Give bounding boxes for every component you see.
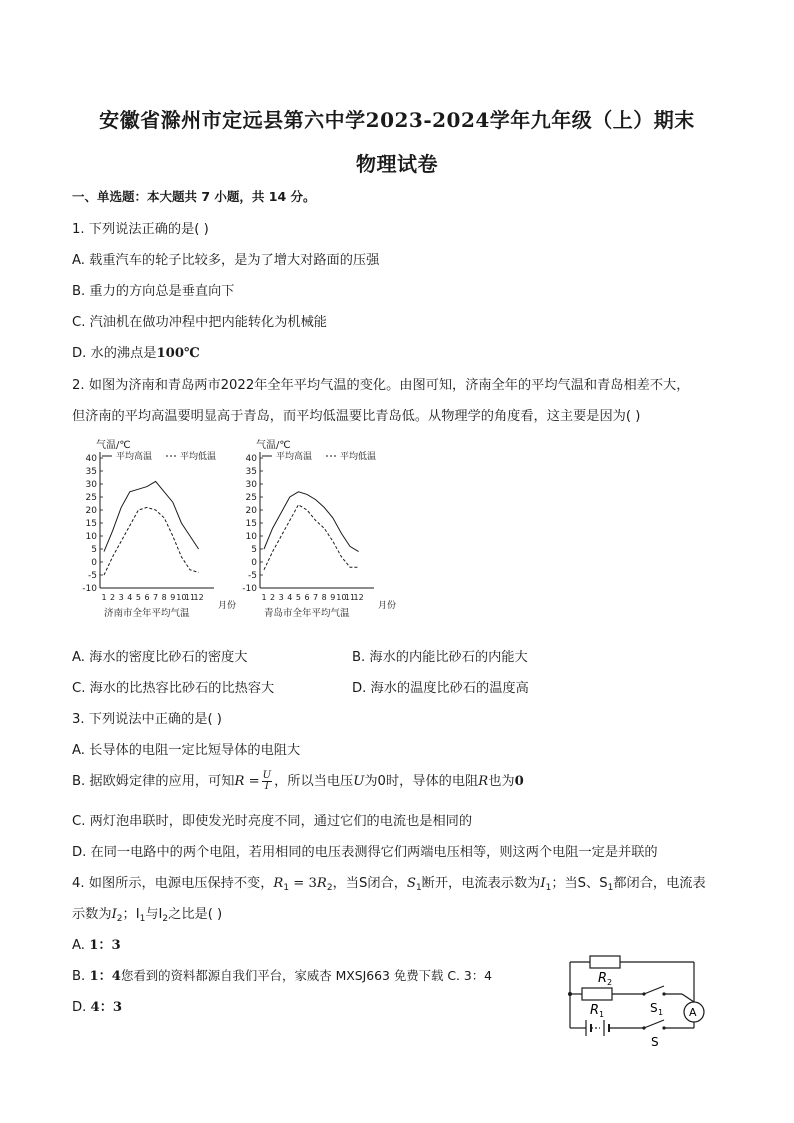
exam-title-line2: 物理试卷	[356, 152, 438, 176]
q3-b-mid2: 为0时，导体的电阻	[364, 774, 479, 789]
legend-label-high: 平均高温	[276, 452, 313, 462]
legend-label-high: 平均高温	[116, 452, 153, 462]
q1-option-d-prefix: D. 水的沸点是	[72, 346, 157, 361]
q4-r2: R	[316, 876, 327, 891]
chart-x-tick-label: 3	[278, 593, 284, 602]
q4-eq: = 3	[289, 876, 317, 891]
chart-x-tick-label: 2	[110, 593, 116, 602]
chart-y-tick-label: -10	[82, 584, 97, 594]
q4-i1: I	[540, 876, 546, 891]
q4-b-prefix: B.	[72, 969, 90, 984]
chart-y-tick-label: 30	[245, 480, 257, 490]
q4-stem-p4: ；当S、S	[551, 876, 608, 891]
jinan-temperature-chart	[82, 439, 236, 619]
q4-b-ad-text: 您看到的资料都源自我们平台，家威杏 MXSJ663 免费下载 C. 3：4	[120, 968, 493, 983]
q4-a-value: 1：3	[89, 938, 121, 953]
chart-x-tick-label: 2	[270, 593, 276, 602]
q4-stem-p5: 都闭合，电流表	[613, 876, 706, 891]
q4-line2-p3: 与I	[145, 907, 163, 922]
q4-s1-sub: 1	[415, 883, 422, 893]
q2-stem-line2: 但济南的平均高温要明显高于青岛，而平均低温要比青岛低。从物理学的角度看，这主要是因为( )	[72, 409, 641, 424]
q4-d-value: 4：3	[90, 1000, 123, 1015]
legend-label-low: 平均低温	[180, 452, 217, 462]
circuit-diagram	[560, 950, 720, 1050]
q3-frac-num: U	[262, 769, 272, 781]
switch-s-pivot	[642, 1026, 645, 1029]
q2-stem-line1: 2. 如图为济南和青岛两市2022年全年平均气温的变化。由图可知，济南全年的平均气温和青岛相差不大，	[72, 378, 690, 393]
chart-x-tick-label: 7	[313, 593, 319, 602]
chart-y-tick-label: 25	[85, 493, 97, 503]
chart-y-tick-label: 10	[85, 532, 97, 542]
q4-b-value: 1：4	[89, 969, 121, 984]
q2-option-d: D. 海水的温度比砂石的温度高	[352, 681, 529, 696]
q3-option-a: A. 长导体的电阻一定比短导体的电阻大	[72, 743, 301, 758]
chart-title: 济南市全年平均气温	[104, 608, 190, 619]
temperature-charts	[70, 436, 400, 632]
label-s1: S	[650, 1001, 658, 1015]
q4-stem-p2: ，当S闭合，	[332, 876, 407, 891]
q4-r1: R	[273, 876, 284, 891]
q4-line2-sub1: 1	[139, 914, 146, 924]
switch-s-blade	[644, 1020, 664, 1028]
series-low-line	[104, 507, 199, 575]
q4-line2-p2: ；I	[122, 907, 140, 922]
chart-x-tick-label: 4	[127, 593, 133, 602]
chart-x-tick-label: 10	[176, 593, 187, 602]
q4-r2-sub: 2	[326, 883, 333, 893]
chart-x-tick-label: 6	[144, 593, 150, 602]
exam-title-line1: 安徽省滁州市定远县第六中学2023-2024学年九年级（上）期末	[99, 108, 695, 132]
label-r1: R	[590, 1003, 600, 1018]
q3-zero: 0	[514, 774, 524, 789]
chart-y-tick-label: 35	[85, 467, 97, 477]
chart-y-tick-label: 15	[85, 519, 97, 529]
chart-y-tick-label: 5	[91, 545, 97, 555]
q4-line2-p4: 之比是( )	[168, 907, 223, 922]
resistor-r1	[582, 988, 612, 1000]
q3-var-r: R	[478, 774, 489, 789]
chart-y-tick-label: 0	[91, 558, 97, 568]
junction-left	[568, 992, 572, 996]
chart-y-tick-label: 40	[85, 454, 97, 464]
label-r2: R	[598, 971, 608, 986]
chart-x-tick-label: 5	[295, 593, 301, 602]
qingdao-temperature-chart	[242, 439, 396, 619]
chart-x-tick-label: 8	[161, 593, 167, 602]
chart-ylabel: 气温/℃	[96, 440, 131, 451]
chart-y-tick-label: -5	[88, 571, 97, 581]
switch-s-contact	[662, 1026, 665, 1029]
q4-i2-sub: 2	[116, 914, 123, 924]
chart-ylabel: 气温/℃	[256, 440, 291, 451]
chart-y-tick-label: -10	[242, 584, 257, 594]
q1-option-d-value: 100℃	[156, 346, 200, 361]
q4-option-d	[72, 996, 122, 1015]
series-high-line	[264, 492, 359, 552]
label-r1-sub: 1	[599, 1010, 605, 1019]
resistor-r2	[590, 956, 620, 968]
switch-s1-blade	[644, 986, 664, 994]
q3-var-u: U	[353, 774, 365, 789]
chart-y-tick-label: 5	[251, 545, 257, 555]
q4-a-prefix: A.	[72, 938, 90, 953]
chart-x-tick-label: 12	[353, 593, 364, 602]
chart-x-tick-label: 4	[287, 593, 293, 602]
q4-stem-p3: 断开，电流表示数为	[421, 876, 541, 891]
q4-i2: I	[111, 907, 117, 922]
section-heading: 一、单选题：本大题共 7 小题，共 14 分。	[72, 189, 316, 204]
chart-xlabel: 月份	[378, 601, 397, 611]
chart-y-tick-label: 20	[85, 506, 97, 516]
series-high-line	[104, 481, 199, 551]
q4-s1: S	[406, 876, 416, 891]
q1-option-a: A. 载重汽车的轮子比较多，是为了增大对路面的压强	[72, 253, 380, 268]
chart-y-tick-label: 25	[245, 493, 257, 503]
q3-option-c: C. 两灯泡串联时，即使发光时亮度不同，通过它们的电流也是相同的	[72, 814, 473, 829]
chart-x-tick-label: 1	[261, 593, 267, 602]
chart-y-tick-label: 10	[245, 532, 257, 542]
chart-x-tick-label: 1	[101, 593, 107, 602]
q2-option-a: A. 海水的密度比砂石的密度大	[72, 650, 248, 665]
q3-stem: 3. 下列说法中正确的是( )	[72, 712, 222, 727]
q4-r1-sub: 1	[283, 883, 290, 893]
label-s: S	[651, 1035, 659, 1049]
chart-y-tick-label: 40	[245, 454, 257, 464]
q3-option-b-prefix: B. 据欧姆定律的应用，可知	[72, 774, 235, 789]
q2-option-b: B. 海水的内能比砂石的内能大	[352, 650, 528, 665]
q4-line2-p1: 示数为	[72, 907, 112, 922]
chart-y-tick-label: 0	[251, 558, 257, 568]
switch-s1-pivot	[642, 992, 645, 995]
q4-line2-sub2: 2	[162, 914, 169, 924]
chart-x-tick-label: 8	[321, 593, 327, 602]
chart-xlabel: 月份	[218, 601, 237, 611]
q4-option-a	[72, 934, 121, 953]
label-r2-sub: 2	[607, 978, 613, 987]
switch-s1-contact	[662, 992, 665, 995]
chart-x-tick-label: 6	[304, 593, 310, 602]
q1-option-c: C. 汽油机在做功冲程中把内能转化为机械能	[72, 315, 327, 330]
wire-to-ammeter	[682, 994, 694, 1002]
q4-i1-sub: 1	[545, 883, 552, 893]
chart-y-tick-label: 20	[245, 506, 257, 516]
q3-option-b	[72, 770, 524, 792]
chart-x-tick-label: 7	[153, 593, 159, 602]
chart-y-tick-label: 15	[245, 519, 257, 529]
q3-b-mid: ，所以当电压	[274, 774, 354, 789]
q2-option-c: C. 海水的比热容比砂石的比热容大	[72, 681, 275, 696]
chart-y-tick-label: -5	[248, 571, 257, 581]
q4-s1b-sub: 1	[607, 883, 614, 893]
chart-y-tick-label: 30	[85, 480, 97, 490]
chart-x-tick-label: 11	[344, 593, 356, 602]
legend-label-low: 平均低温	[340, 452, 377, 462]
q4-stem-p1: 4. 如图所示，电源电压保持不变，	[72, 876, 274, 891]
q3-b-mid3: 也为	[488, 774, 515, 789]
q1-option-b: B. 重力的方向总是垂直向下	[72, 284, 235, 299]
chart-x-tick-label: 5	[135, 593, 141, 602]
chart-y-tick-label: 35	[245, 467, 257, 477]
chart-x-tick-label: 11	[184, 593, 196, 602]
label-s1-sub: 1	[658, 1008, 664, 1017]
q4-stem-line2	[72, 903, 222, 924]
chart-x-tick-label: 3	[118, 593, 124, 602]
q4-stem-line1	[72, 872, 706, 893]
q3-frac-den: I	[264, 780, 269, 792]
chart-x-tick-label: 12	[193, 593, 204, 602]
label-ammeter: A	[689, 1006, 697, 1019]
chart-x-tick-label: 9	[170, 593, 176, 602]
q3-formula-lhs: R =	[234, 774, 260, 789]
q3-option-d: D. 在同一电路中的两个电阻，若用相同的电压表测得它们两端电压相等，则这两个电阻一定是并联的	[72, 845, 658, 860]
q3-formula-fraction	[262, 771, 272, 792]
q1-stem: 1. 下列说法正确的是( )	[72, 222, 209, 237]
q4-d-prefix: D.	[72, 1000, 91, 1015]
chart-x-tick-label: 9	[330, 593, 336, 602]
chart-title: 青岛市全年平均气温	[264, 608, 350, 619]
q1-option-d	[72, 342, 200, 361]
q4-option-b	[72, 965, 492, 984]
chart-x-tick-label: 10	[336, 593, 347, 602]
